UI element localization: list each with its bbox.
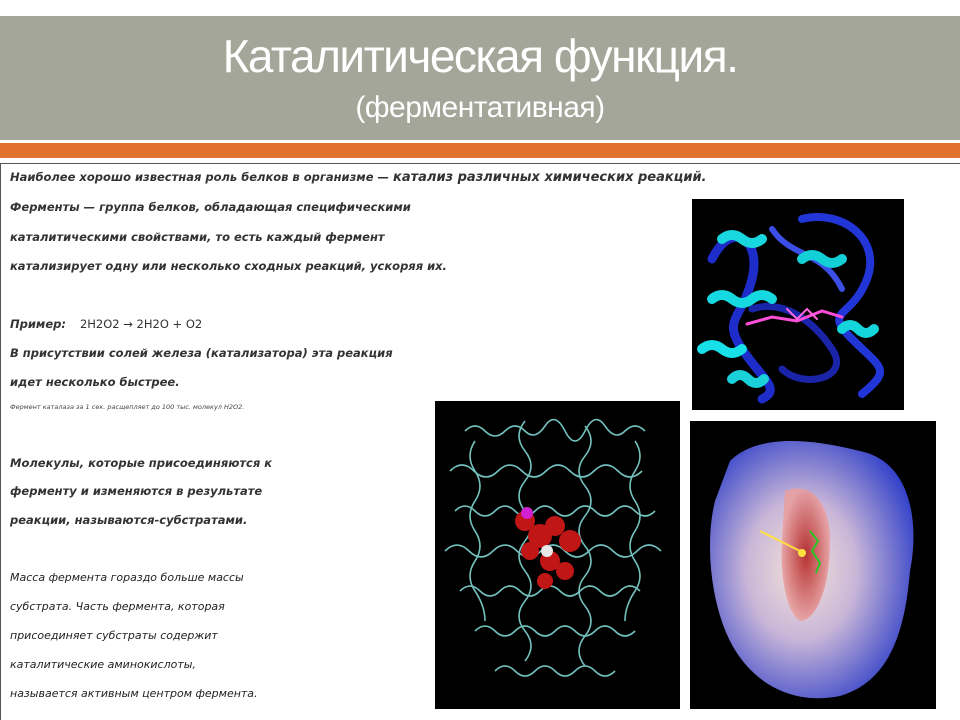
body-line: ферменту и изменяются в результате	[10, 484, 263, 498]
reaction-formula: 2H2O2 → 2H2O + O2	[79, 317, 203, 331]
example-label: Пример:	[10, 317, 66, 331]
example-line	[10, 317, 202, 331]
body-line: катализирует одну или несколько сходных реакций, ускоряя их.	[10, 259, 447, 273]
catalase-note: Фермент каталаза за 1 сек. расщепляет до 100 тыс. молекул H2O2.	[10, 403, 245, 411]
body-line: присоединяет субстраты содержит	[10, 629, 218, 642]
intro-emphasis: катализ различных химических реакций.	[393, 170, 707, 185]
body-line: субстрата. Часть фермента, которая	[10, 600, 225, 613]
intro-line	[10, 170, 707, 185]
intro-text: Наиболее хорошо известная роль белков в организме —	[10, 170, 394, 184]
protein-surface-image	[690, 421, 936, 709]
body-line: каталитическими свойствами, то есть каждый фермент	[10, 230, 385, 244]
accent-bar	[0, 143, 960, 158]
body-line: Ферменты — группа белков, обладающая специфическими	[10, 200, 411, 214]
body-line: В присутствии солей железа (катализатора) эта реакция	[10, 346, 393, 360]
body-line: идет несколько быстрее.	[10, 375, 180, 389]
protein-ribbon-image	[692, 199, 904, 410]
body-line: называется активным центром фермента.	[10, 687, 258, 700]
protein-backbone-image	[435, 401, 680, 709]
body-line: реакции, называются-субстратами.	[10, 513, 248, 527]
slide-subtitle: (ферментативная)	[355, 91, 605, 124]
body-line: каталитические аминокислоты,	[10, 658, 196, 671]
slide-title: Каталитическая функция.	[222, 30, 738, 82]
left-border	[0, 163, 1, 720]
body-line: Молекулы, которые присоединяются к	[10, 456, 273, 470]
divider-line	[0, 163, 960, 164]
body-line: Масса фермента гораздо больше массы	[10, 571, 244, 584]
